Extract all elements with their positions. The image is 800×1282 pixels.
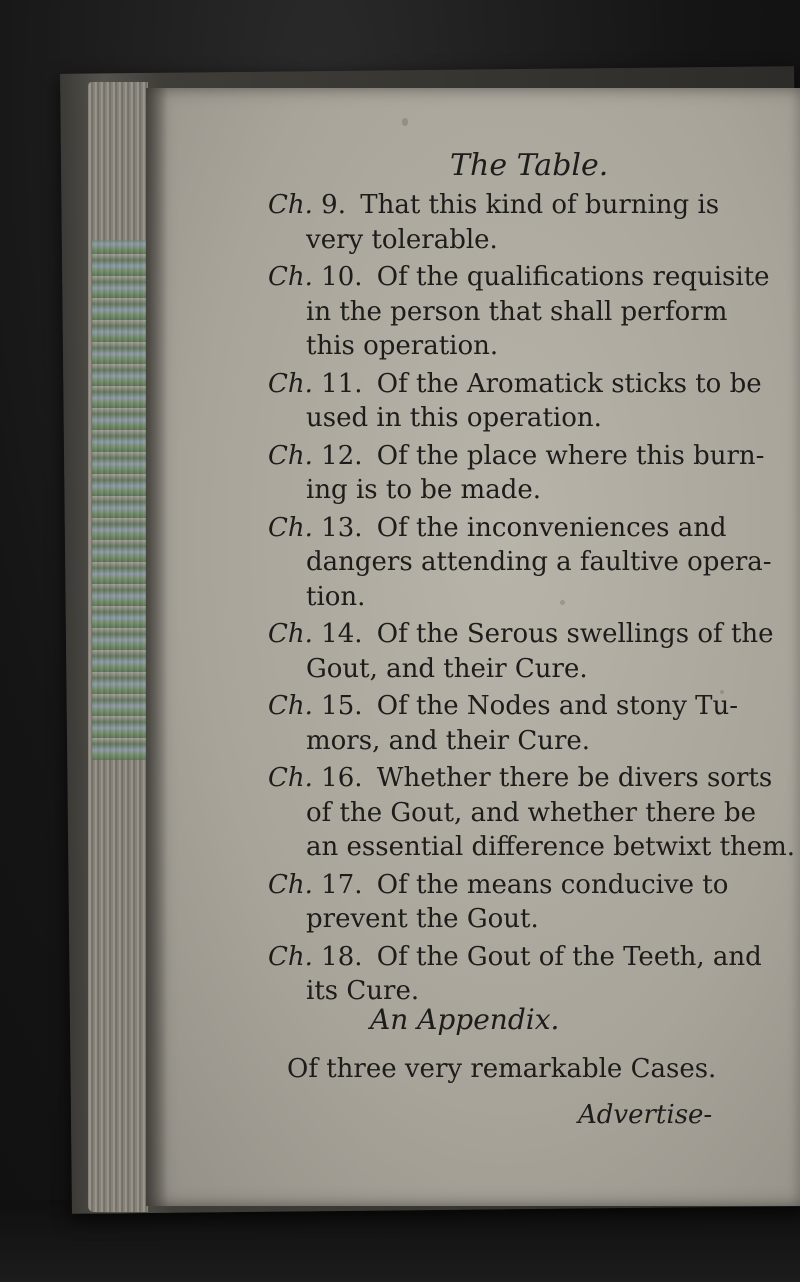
chapter-abbrev: Ch.: [268, 262, 313, 292]
toc-entry-line: very tolerable.: [306, 224, 498, 255]
chapter-abbrev: Ch.: [268, 941, 313, 972]
toc-entry-line: this operation.: [306, 331, 499, 361]
chapter-title: That this kind of burning is: [351, 190, 720, 220]
chapter-title: Of the Gout of the Teeth, and: [368, 941, 762, 972]
toc-entry: [268, 511, 788, 615]
toc-entry-line: an essential difference betwixt them.: [306, 832, 796, 862]
marbled-edge: [92, 240, 146, 760]
chapter-title: Of the qualifications requisite: [368, 262, 770, 292]
chapter-title: Of the means conducive to: [368, 869, 729, 900]
toc-entry-line: [268, 868, 788, 903]
toc-entry-line: [268, 367, 788, 402]
page-title: The Table.: [450, 148, 609, 183]
chapter-title: Whether there be divers sorts: [368, 763, 773, 793]
catchword: Advertise-: [578, 1100, 713, 1130]
appendix-heading: An Appendix.: [370, 1003, 560, 1036]
toc-entry-line: [268, 511, 788, 546]
toc-entry-line: tion.: [306, 581, 366, 612]
chapter-number: 17.: [312, 869, 363, 900]
chapter-number: 15.: [312, 691, 363, 721]
toc-entry-line: prevent the Gout.: [306, 904, 539, 934]
chapter-title: Of the place where this burn-: [368, 440, 765, 471]
toc-entry-line: [268, 940, 788, 975]
toc-entry-line: [268, 689, 788, 724]
toc-entry: [268, 617, 788, 686]
chapter-number: 18.: [312, 941, 363, 972]
chapter-abbrev: Ch.: [268, 869, 313, 900]
foxing-spot: [402, 118, 408, 126]
toc-entry-line: ing is to be made.: [306, 475, 542, 505]
toc-entry-line: in the person that shall perform: [306, 296, 728, 327]
toc-entry-line: [268, 188, 788, 223]
toc-entry: [268, 868, 788, 937]
chapter-number: 16.: [312, 763, 363, 793]
toc-entry-line: [268, 617, 788, 652]
toc-entry: [268, 761, 796, 865]
chapter-title: Of the Aromatick sticks to be: [368, 368, 762, 399]
toc-entry: [268, 689, 788, 758]
chapter-abbrev: Ch.: [268, 763, 313, 793]
chapter-abbrev: Ch.: [268, 512, 313, 543]
toc-entry: [268, 188, 788, 257]
toc-entry-line: Gout, and their Cure.: [306, 653, 588, 684]
chapter-abbrev: Ch.: [268, 440, 313, 471]
chapter-title: Of the inconveniences and: [368, 512, 727, 543]
chapter-abbrev: Ch.: [268, 619, 313, 649]
toc-entry: [268, 260, 788, 364]
appendix-entry: Of three very remarkable Cases.: [287, 1054, 717, 1084]
chapter-number: 9.: [312, 190, 346, 220]
toc-entry-line: used in this operation.: [306, 403, 602, 433]
toc-entry-line: its Cure.: [306, 976, 420, 1006]
chapter-abbrev: Ch.: [268, 190, 313, 220]
toc-entry: [268, 940, 788, 1009]
chapter-number: 14.: [312, 619, 363, 649]
chapter-title: Of the Nodes and stony Tu-: [368, 691, 739, 721]
toc-entry-line: of the Gout, and whether there be: [306, 797, 757, 828]
toc-entry-line: mors, and their Cure.: [306, 725, 591, 756]
toc-entry-line: dangers attending a faultive opera-: [306, 547, 772, 577]
toc-entry: [268, 439, 788, 508]
chapter-abbrev: Ch.: [268, 368, 313, 399]
chapter-title: Of the Serous swellings of the: [368, 619, 774, 649]
chapter-abbrev: Ch.: [268, 691, 313, 721]
toc-entry: [268, 367, 788, 436]
chapter-number: 12.: [312, 440, 363, 471]
toc-entry-line: [268, 439, 788, 474]
toc-entry-line: [268, 761, 788, 796]
toc-entry-line: [268, 260, 788, 295]
chapter-number: 11.: [312, 368, 363, 399]
chapter-number: 10.: [312, 262, 363, 292]
chapter-number: 13.: [312, 512, 363, 543]
page-gutter: [146, 88, 168, 1206]
